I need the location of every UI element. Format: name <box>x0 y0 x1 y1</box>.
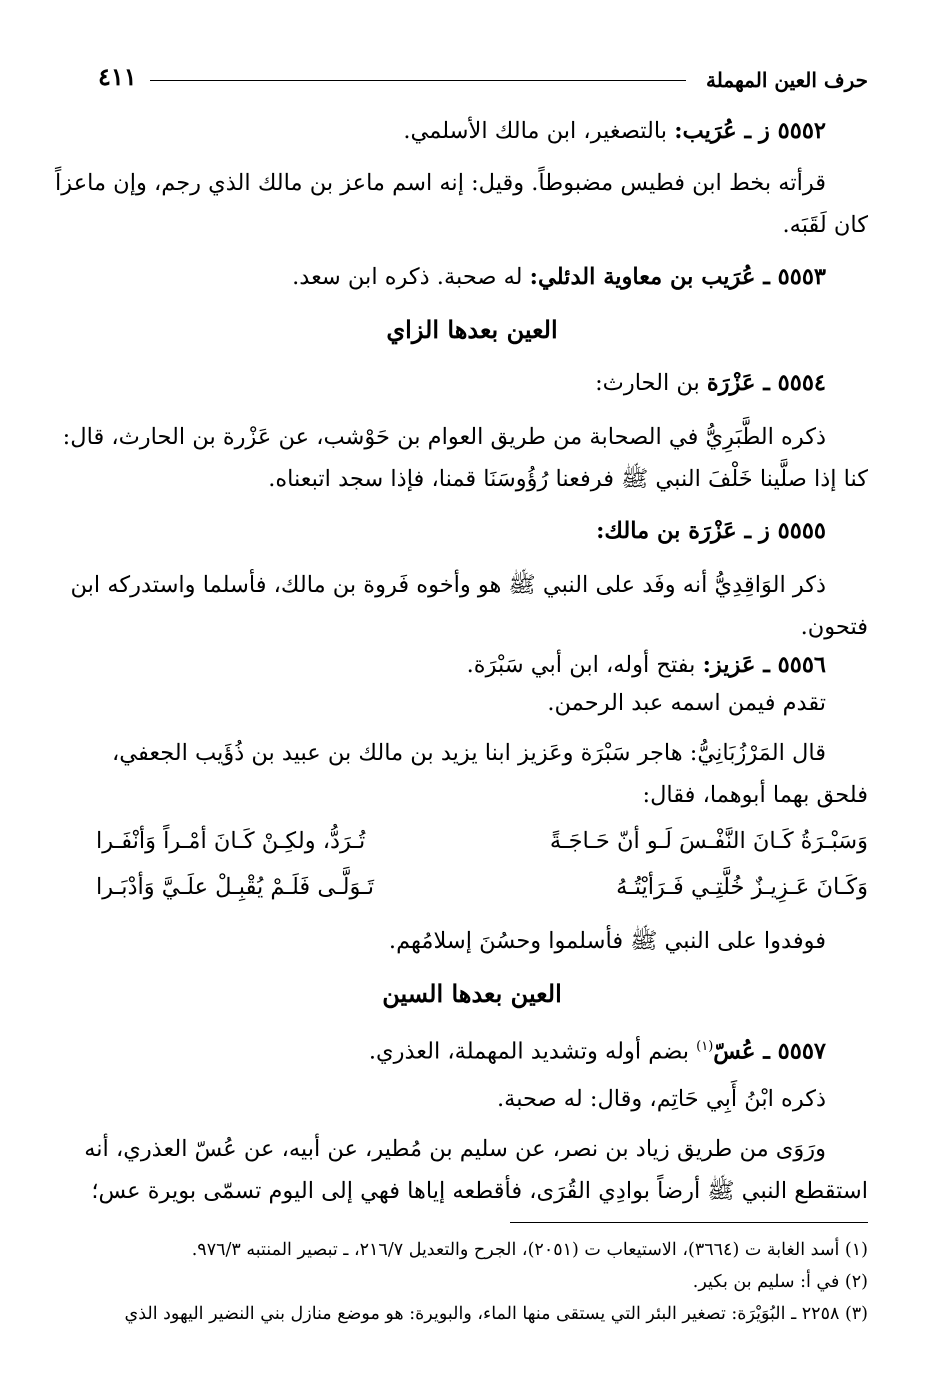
verse-1-second-hemistich: تُـرَدُّ، ولكِـنْ كَـانَ أمْـراً وَأنْفَـرا <box>96 828 366 854</box>
running-header-title: حرف العين المهملة <box>706 68 868 92</box>
header-rule <box>150 80 686 81</box>
entry-5553-text: له صحبة. ذكره ابن سعد. <box>292 264 523 290</box>
verse-2-first-hemistich: وَكَـانَ عَـزِيـزٌ خُلَّتِـي فَـرَأيْتُـهُ <box>616 874 868 900</box>
entry-5556-line <box>96 650 826 680</box>
entry-5555-heading: ٥٥٥٥ ز ـ عَزْرَة بن مالك: <box>596 518 826 544</box>
entry-5557-line: ٥٥٥٧ ـ عُسّ$^{(١)}$ بضم أوله وتشديد المهملة، العذري. <box>368 1038 826 1065</box>
footnote-2: (٢) في أ: سليم بن بكير. <box>692 1272 868 1292</box>
verse-1-first-hemistich: وَسَبْـرَةُ كَـانَ النَّفْـسَ لَـو أنّ حَـاجَـةً <box>549 828 868 854</box>
entry-5557-para-2: ورَوَى من طريق زياد بن نصر، عن سليم بن مُطير، عن أبيه، عن عُسّ العذري، أنه <box>84 1136 826 1162</box>
footnote-3: (٣) ٢٢٥٨ ـ البُوَيْرَة: تصغير البئر التي يستقى منها الماء، والبويرة: هو موضع منازل بني النضير اليهود الذي <box>124 1304 868 1324</box>
entry-5552-heading: ٥٥٥٢ ز ـ عُرَيب: <box>674 118 826 144</box>
entry-5557-text: بضم أوله وتشديد المهملة، العذري. <box>368 1038 689 1065</box>
footnote-1: (١) أسد الغابة ت (٣٦٦٤)، الاستيعاب ت (٢٠٥١)، الجرح والتعديل ٢١٦/٧، ـ تبصير المنتبه ٩٧٦/٣. <box>191 1240 868 1260</box>
entry-5553-line <box>96 262 826 292</box>
entry-5552-para-2: كان لَقَبَه. <box>782 212 868 238</box>
entry-5554-heading: ٥٥٥٤ ـ عَزْرَة <box>706 370 826 396</box>
entry-5556-para-3: فلحق بهما أبوهما، فقال: <box>642 782 868 808</box>
section-heading-zay: العين بعدها الزاي <box>386 315 558 344</box>
entry-5554-para-1: ذكره الطَّبَرِيُّ في الصحابة من طريق العوام بن حَوْشب، عن عَزْرة بن الحارث، قال: <box>62 424 826 450</box>
footnote-rule <box>510 1222 868 1223</box>
entry-5553-heading: ٥٥٥٣ ـ عُرَيب بن معاوية الدئلي: <box>529 264 826 290</box>
entry-5554-para-2: كنا إذا صلَّينا خَلْفَ النبي ﷺ فرفعنا رُؤُوسَنَا قمنا، فإذا سجد اتبعناه. <box>268 466 868 492</box>
entry-5556-para-1: تقدم فيمن اسمه عبد الرحمن. <box>547 690 826 716</box>
entry-5557-para-3: استقطع النبي ﷺ أرضاً بوادِي القُرَى، فأقطعه إياها فهي إلى اليوم تسمّى بويرة عس؛ <box>91 1178 868 1204</box>
entry-5552-text: بالتصغير، ابن مالك الأسلمي. <box>403 118 668 144</box>
entry-5555-para-2: فتحون. <box>800 614 868 640</box>
entry-5554-line <box>96 368 826 398</box>
section-heading-sin: العين بعدها السين <box>382 979 562 1008</box>
verse-2-second-hemistich: تَـوَلَّـى فَلَـمْ يُقْبِـلْ علَـيَّ وَأدْبَـرا <box>96 874 374 900</box>
entry-5555-para-1: ذكر الوَاقِدِيُّ أنه وفَد على النبي ﷺ هو وأخوه فَروة بن مالك، فأسلما واستدركه ابن <box>70 572 826 598</box>
entry-5556-para-4: فوفدوا على النبي ﷺ فأسلموا وحسُنَ إسلامُهم. <box>388 928 826 954</box>
entry-5556-para-2: قال المَرْزُبَانِيُّ: هاجر سَبْرَة وعَزيز ابنا يزيد بن مالك بن عبيد بن ذُؤَيب الجعفي، <box>111 740 826 766</box>
entry-5552-para-1: قرأته بخط ابن فطيس مضبوطاً. وقيل: إنه اسم ماعز بن مالك الذي رجم، وإن ماعزاً <box>55 170 826 196</box>
entry-5552-line <box>96 116 826 146</box>
entry-5554-text: بن الحارث: <box>595 370 700 396</box>
entry-5556-heading: ٥٥٥٦ ـ عَزيز: <box>702 652 826 678</box>
entry-5557-heading: ٥٥٥٧ ـ عُسّ <box>713 1038 826 1065</box>
page-number: ٤١١ <box>98 62 137 91</box>
entry-5557-para-1: ذكره ابْنُ أَبِي حَاتِم، وقال: له صحبة. <box>497 1086 826 1112</box>
entry-5556-text: بفتح أوله، ابن أبي سَبْرَة. <box>466 652 696 678</box>
